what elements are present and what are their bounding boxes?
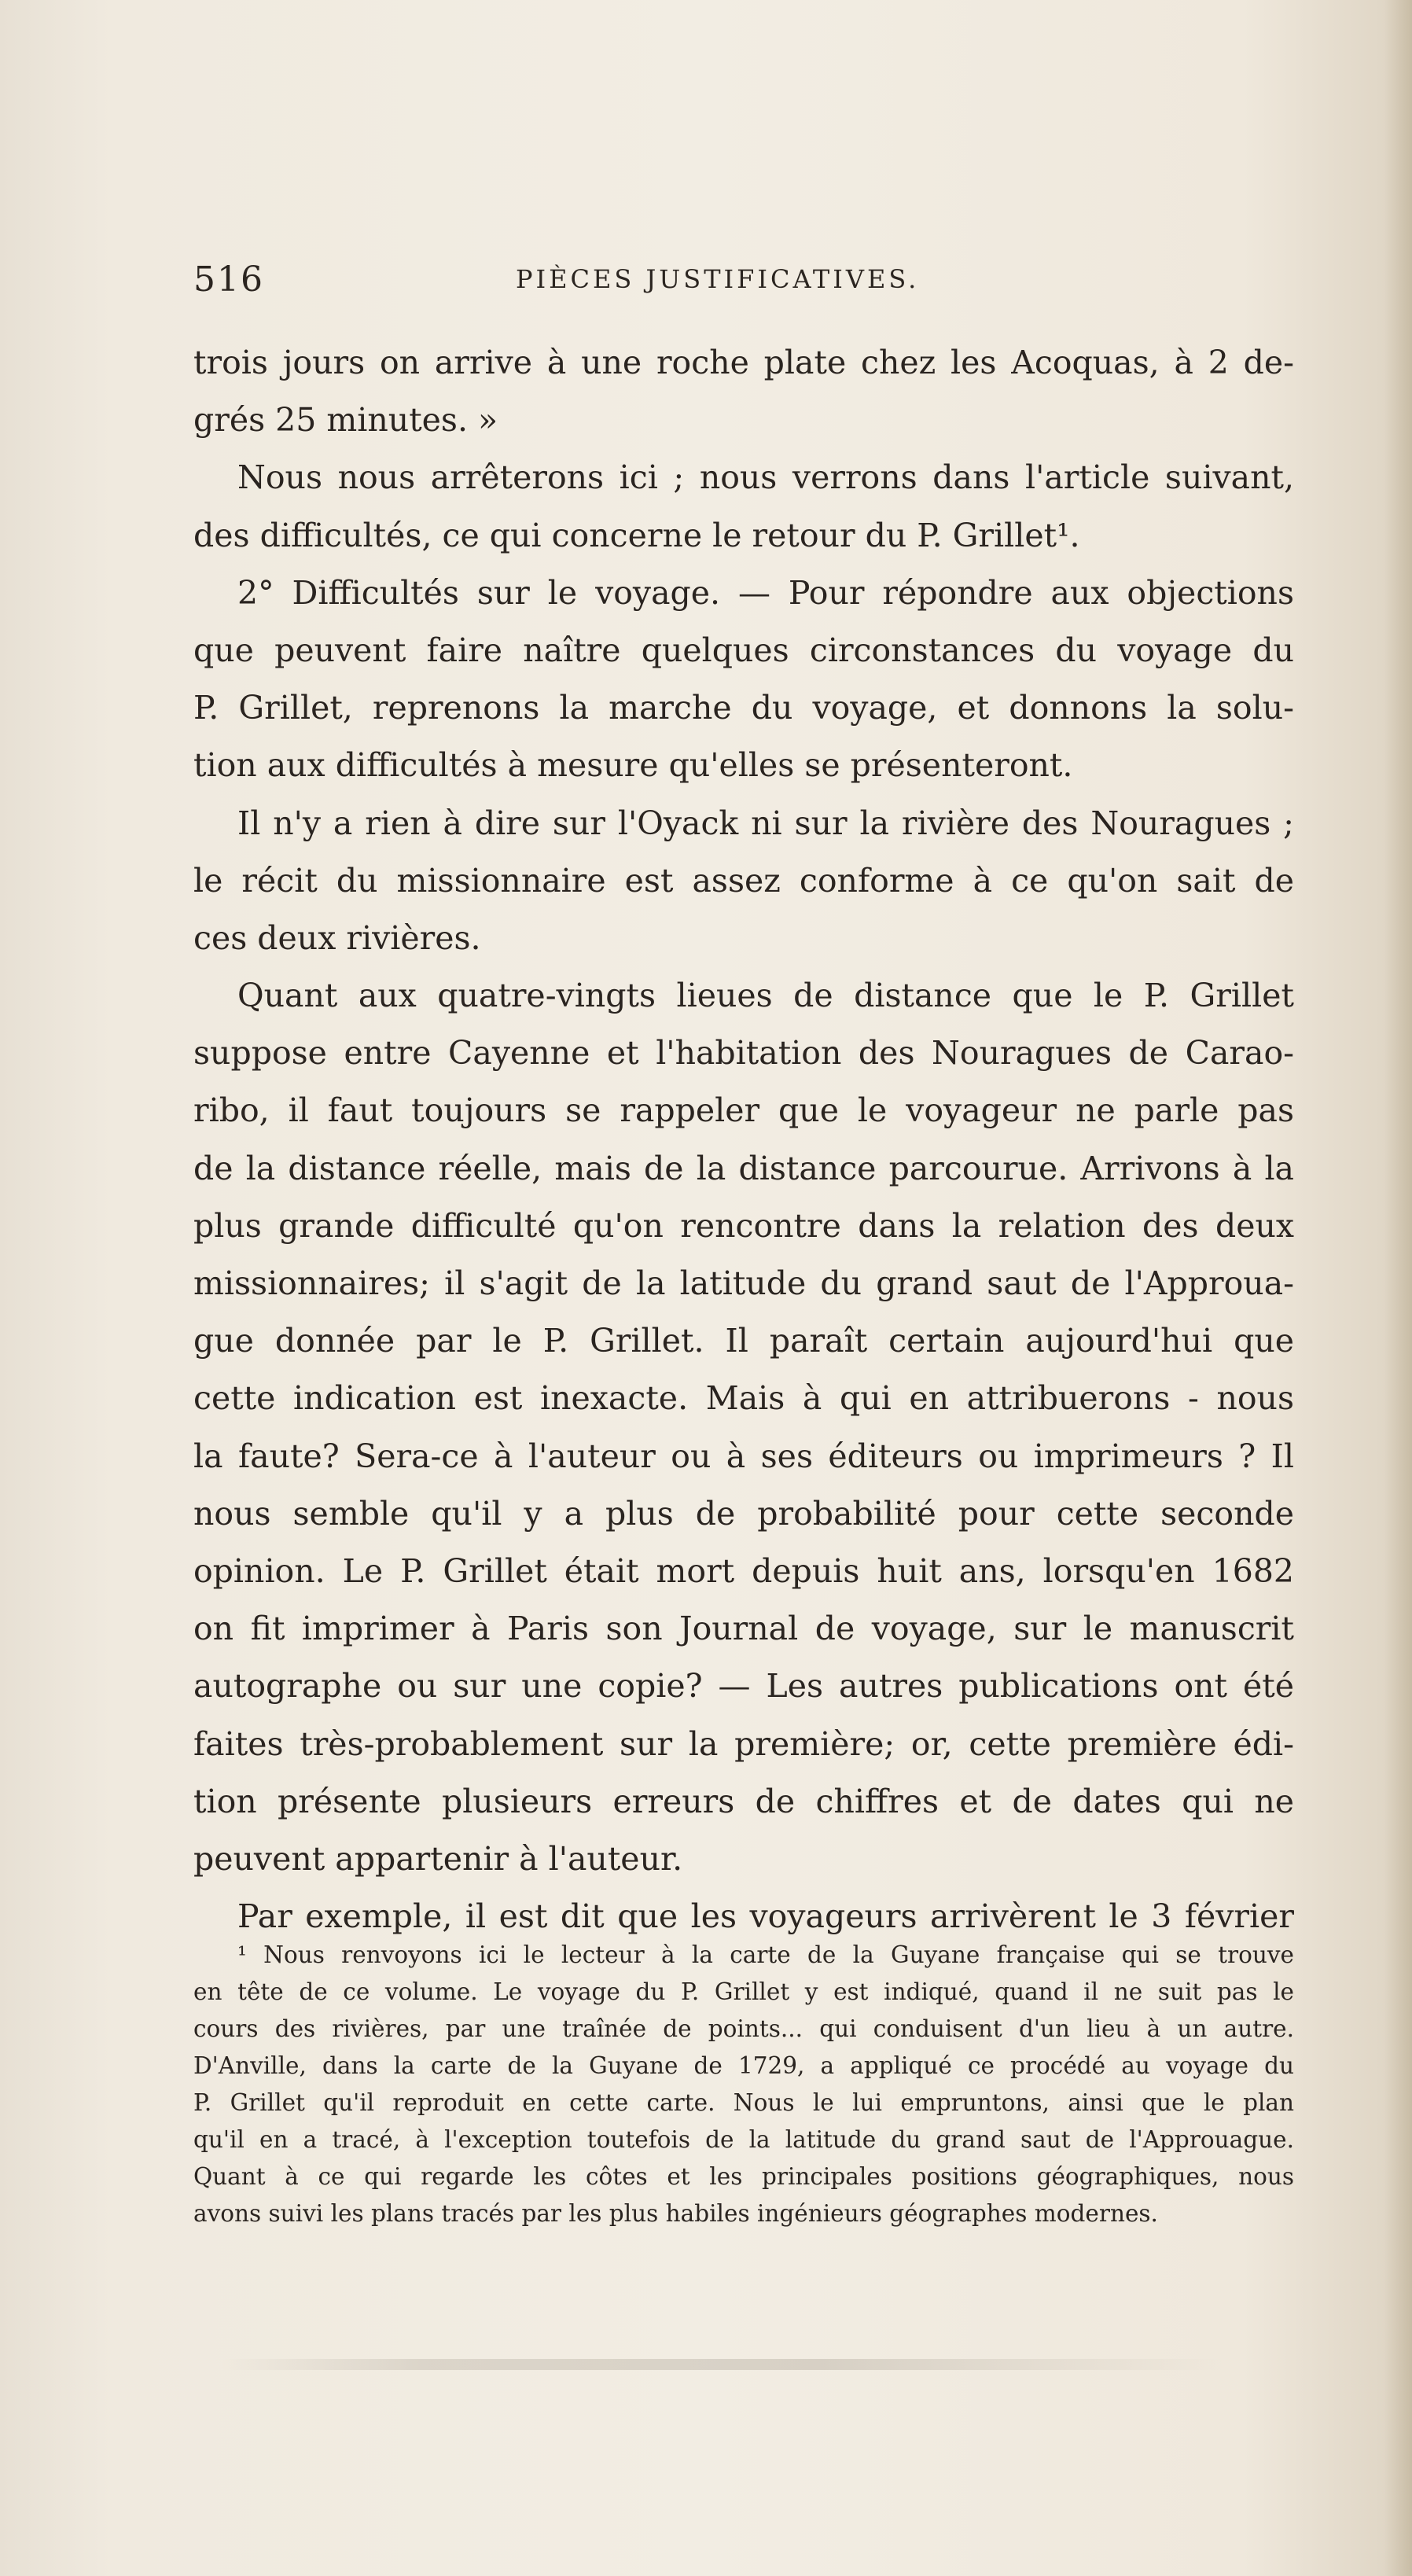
main-text [193, 334, 1294, 1945]
text-line: grés 25 minutes. » [193, 401, 498, 440]
footnote-line: P. Grillet qu'il reproduit en cette carte. Nous le lui empruntons, ainsi que le plan [193, 2089, 1294, 2116]
text-line: Par exemple, il est dit que les voyageurs arrivèrent le 3 février [237, 1897, 1294, 1936]
text-line: ribo, il faut toujours se rappeler que le voyageur ne parle pas [193, 1091, 1294, 1130]
text-line: plus grande difficulté qu'on rencontre dans la relation des deux [193, 1206, 1294, 1245]
text-line: de la distance réelle, mais de la distance parcourue. Arrivons à la [193, 1149, 1294, 1187]
text-line: opinion. Le P. Grillet était mort depuis huit ans, lorsqu'en 1682 [193, 1551, 1294, 1590]
footnote-line: D'Anville, dans la carte de la Guyane de 1729, a appliqué ce procédé au voyage du [193, 2052, 1294, 2079]
text-line: Nous nous arrêterons ici ; nous verrons dans l'article suivant, [237, 458, 1294, 497]
footnote-line: qu'il en a tracé, à l'exception toutefois de la latitude du grand saut de l'Approuague. [193, 2126, 1294, 2153]
footnote-line: Quant à ce qui regarde les côtes et les principales positions géographiques, nous [193, 2163, 1294, 2190]
page-smudge [220, 2359, 1226, 2370]
footnote-line: ¹ Nous renvoyons ici le lecteur à la carte de la Guyane française qui se trouve [237, 1941, 1294, 1968]
text-line: suppose entre Cayenne et l'habitation des Nouragues de Carao- [193, 1034, 1294, 1073]
text-line: P. Grillet, reprenons la marche du voyage, et donnons la solu- [193, 689, 1294, 727]
page-number: 516 [193, 259, 264, 300]
text-line: tion aux difficultés à mesure qu'elles se présenteront. [193, 746, 1073, 785]
running-head: PIÈCES JUSTIFICATIVES. [516, 264, 920, 294]
text-line: cette indication est inexacte. Mais à qui en attribuerons - nous [193, 1379, 1294, 1418]
text-line: que peuvent faire naître quelques circonstances du voyage du [193, 631, 1294, 669]
footnotes [193, 1937, 1294, 2232]
page-header [193, 259, 1286, 307]
text-line: tion présente plusieurs erreurs de chiffres et de dates qui ne [193, 1782, 1294, 1820]
text-line: autographe ou sur une copie? — Les autres publications ont été [193, 1667, 1294, 1706]
text-line: missionnaires; il s'agit de la latitude du grand saut de l'Approua- [193, 1264, 1294, 1302]
text-line: Il n'y a rien à dire sur l'Oyack ni sur la rivière des Nouragues ; [237, 804, 1294, 842]
footnote-line: cours des rivières, par une traînée de points... qui conduisent d'un lieu à un autre. [193, 2015, 1294, 2042]
text-line: le récit du missionnaire est assez conforme à ce qu'on sait de [193, 861, 1294, 900]
text-line: trois jours on arrive à une roche plate chez les Acoquas, à 2 de- [193, 344, 1294, 381]
text-line: gue donnée par le P. Grillet. Il paraît certain aujourd'hui que [193, 1322, 1294, 1360]
text-line: 2° Difficultés sur le voyage. — Pour répondre aux objections [237, 573, 1294, 612]
page-edge-shadow [1384, 0, 1412, 2576]
text-line: Quant aux quatre-vingts lieues de distance que le P. Grillet [237, 977, 1294, 1015]
text-line: des difficultés, ce qui concerne le retour du P. Grillet¹. [193, 516, 1080, 554]
text-line: on fit imprimer à Paris son Journal de voyage, sur le manuscrit [193, 1610, 1294, 1648]
text-line: ces deux rivières. [193, 918, 481, 957]
text-line: faites très-probablement sur la première; or, cette première édi- [193, 1724, 1294, 1763]
text-line: nous semble qu'il y a plus de probabilité pour cette seconde [193, 1494, 1294, 1533]
footnote-line: en tête de ce volume. Le voyage du P. Grillet y est indiqué, quand il ne suit pas le [193, 1978, 1294, 2005]
footnote-line: avons suivi les plans tracés par les plus habiles ingénieurs géographes modernes. [193, 2200, 1158, 2227]
text-line: la faute? Sera-ce à l'auteur ou à ses éditeurs ou imprimeurs ? Il [193, 1437, 1294, 1475]
text-line: peuvent appartenir à l'auteur. [193, 1839, 683, 1878]
